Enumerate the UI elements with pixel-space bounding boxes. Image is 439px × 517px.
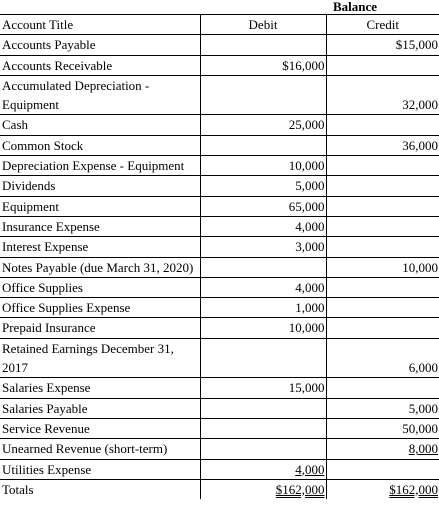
- totals-row: [0, 479, 439, 499]
- debit-amount: 5,000: [295, 178, 325, 194]
- credit-cell: [326, 378, 439, 398]
- debit-amount: 25,000: [288, 117, 325, 133]
- debit-amount: 4,000: [295, 279, 325, 295]
- credit-amount: 36,000: [402, 137, 438, 153]
- credit-cell: [326, 35, 439, 55]
- credit-cell: [326, 439, 439, 459]
- account-title-cell: Notes Payable (due March 31, 2020): [0, 257, 200, 277]
- debit-cell: [200, 55, 326, 75]
- credit-amount: 8,000: [408, 441, 438, 457]
- table-row: [0, 257, 439, 277]
- account-title-cell: Interest Expense: [0, 237, 200, 257]
- debit-cell: [200, 398, 326, 418]
- credit-cell: [326, 156, 439, 176]
- table-row: [0, 459, 439, 479]
- debit-cell: [200, 196, 326, 216]
- table-row: [0, 418, 439, 438]
- credit-header: Credit: [326, 15, 439, 35]
- debit-amount: 4,000: [295, 218, 325, 234]
- account-title-cell: Depreciation Expense - Equipment: [0, 156, 200, 176]
- debit-total-cell: [200, 479, 326, 499]
- table-row: [0, 216, 439, 236]
- debit-amount: 4,000: [295, 461, 325, 477]
- balance-heading: Balance: [332, 0, 378, 14]
- credit-cell: [326, 237, 439, 257]
- credit-cell: [326, 298, 439, 318]
- credit-cell: [326, 398, 439, 418]
- table-row: [0, 176, 439, 196]
- credit-cell: [326, 75, 439, 115]
- debit-cell: [200, 35, 326, 55]
- account-title-cell: Accounts Payable: [0, 35, 200, 55]
- table-row: [0, 55, 439, 75]
- credit-total: $162,000: [389, 481, 438, 497]
- table-row: [0, 318, 439, 338]
- table-row: [0, 298, 439, 318]
- credit-cell: [326, 418, 439, 438]
- debit-amount: 15,000: [288, 380, 325, 396]
- credit-cell: [326, 176, 439, 196]
- debit-cell: [200, 257, 326, 277]
- debit-cell: [200, 237, 326, 257]
- credit-amount: 50,000: [402, 420, 438, 436]
- account-title-cell: Accumulated Depreciation - Equipment: [0, 75, 200, 115]
- debit-amount: 10,000: [288, 320, 325, 336]
- account-title-cell: Office Supplies Expense: [0, 298, 200, 318]
- trial-balance-table: [0, 14, 439, 499]
- table-row: [0, 35, 439, 55]
- table-body: [0, 35, 439, 499]
- debit-cell: [200, 135, 326, 155]
- account-title-cell: Utilities Expense: [0, 459, 200, 479]
- account-title-cell: Service Revenue: [0, 418, 200, 438]
- credit-cell: [326, 196, 439, 216]
- account-title-cell: Cash: [0, 115, 200, 135]
- debit-cell: [200, 156, 326, 176]
- debit-cell: [200, 318, 326, 338]
- debit-cell: [200, 176, 326, 196]
- debit-total: $162,000: [275, 481, 325, 497]
- credit-cell: [326, 257, 439, 277]
- debit-amount: $16,000: [282, 57, 325, 73]
- debit-cell: [200, 115, 326, 135]
- debit-amount: 3,000: [295, 239, 325, 255]
- table-row: [0, 378, 439, 398]
- debit-cell: [200, 459, 326, 479]
- debit-cell: [200, 378, 326, 398]
- debit-cell: [200, 439, 326, 459]
- header-row: [0, 15, 439, 35]
- table-row: [0, 338, 439, 378]
- table-row: [0, 135, 439, 155]
- debit-cell: [200, 75, 326, 115]
- debit-amount: 65,000: [288, 198, 325, 214]
- debit-cell: [200, 298, 326, 318]
- table-row: [0, 277, 439, 297]
- credit-cell: [326, 338, 439, 378]
- credit-amount: 5,000: [408, 400, 438, 416]
- credit-amount: 6,000: [408, 360, 438, 376]
- account-title-cell: Equipment: [0, 196, 200, 216]
- account-title-cell: Unearned Revenue (short-term): [0, 439, 200, 459]
- debit-header: Debit: [200, 15, 326, 35]
- table-row: [0, 115, 439, 135]
- credit-cell: [326, 135, 439, 155]
- debit-cell: [200, 418, 326, 438]
- credit-cell: [326, 55, 439, 75]
- debit-cell: [200, 216, 326, 236]
- credit-cell: [326, 277, 439, 297]
- account-title-cell: Salaries Payable: [0, 398, 200, 418]
- credit-cell: [326, 459, 439, 479]
- account-title-header: Account Title: [0, 15, 200, 35]
- account-title-cell: Office Supplies: [0, 277, 200, 297]
- credit-cell: [326, 318, 439, 338]
- account-title-cell: Common Stock: [0, 135, 200, 155]
- table-row: [0, 75, 439, 115]
- account-title-cell: Dividends: [0, 176, 200, 196]
- account-title-cell: Retained Earnings December 31, 2017: [0, 338, 200, 378]
- credit-cell: [326, 115, 439, 135]
- credit-amount: $15,000: [395, 37, 438, 53]
- debit-cell: [200, 277, 326, 297]
- debit-amount: 10,000: [288, 158, 325, 174]
- credit-total-cell: [326, 479, 439, 499]
- table-row: [0, 196, 439, 216]
- credit-amount: 10,000: [402, 259, 438, 275]
- account-title-cell: Prepaid Insurance: [0, 318, 200, 338]
- totals-label: Totals: [0, 479, 200, 499]
- table-row: [0, 439, 439, 459]
- table-row: [0, 156, 439, 176]
- credit-cell: [326, 216, 439, 236]
- debit-cell: [200, 338, 326, 378]
- table-row: [0, 398, 439, 418]
- account-title-cell: Salaries Expense: [0, 378, 200, 398]
- account-title-cell: Insurance Expense: [0, 216, 200, 236]
- account-title-cell: Accounts Receivable: [0, 55, 200, 75]
- debit-amount: 1,000: [295, 300, 325, 316]
- credit-amount: 32,000: [402, 97, 438, 113]
- table-row: [0, 237, 439, 257]
